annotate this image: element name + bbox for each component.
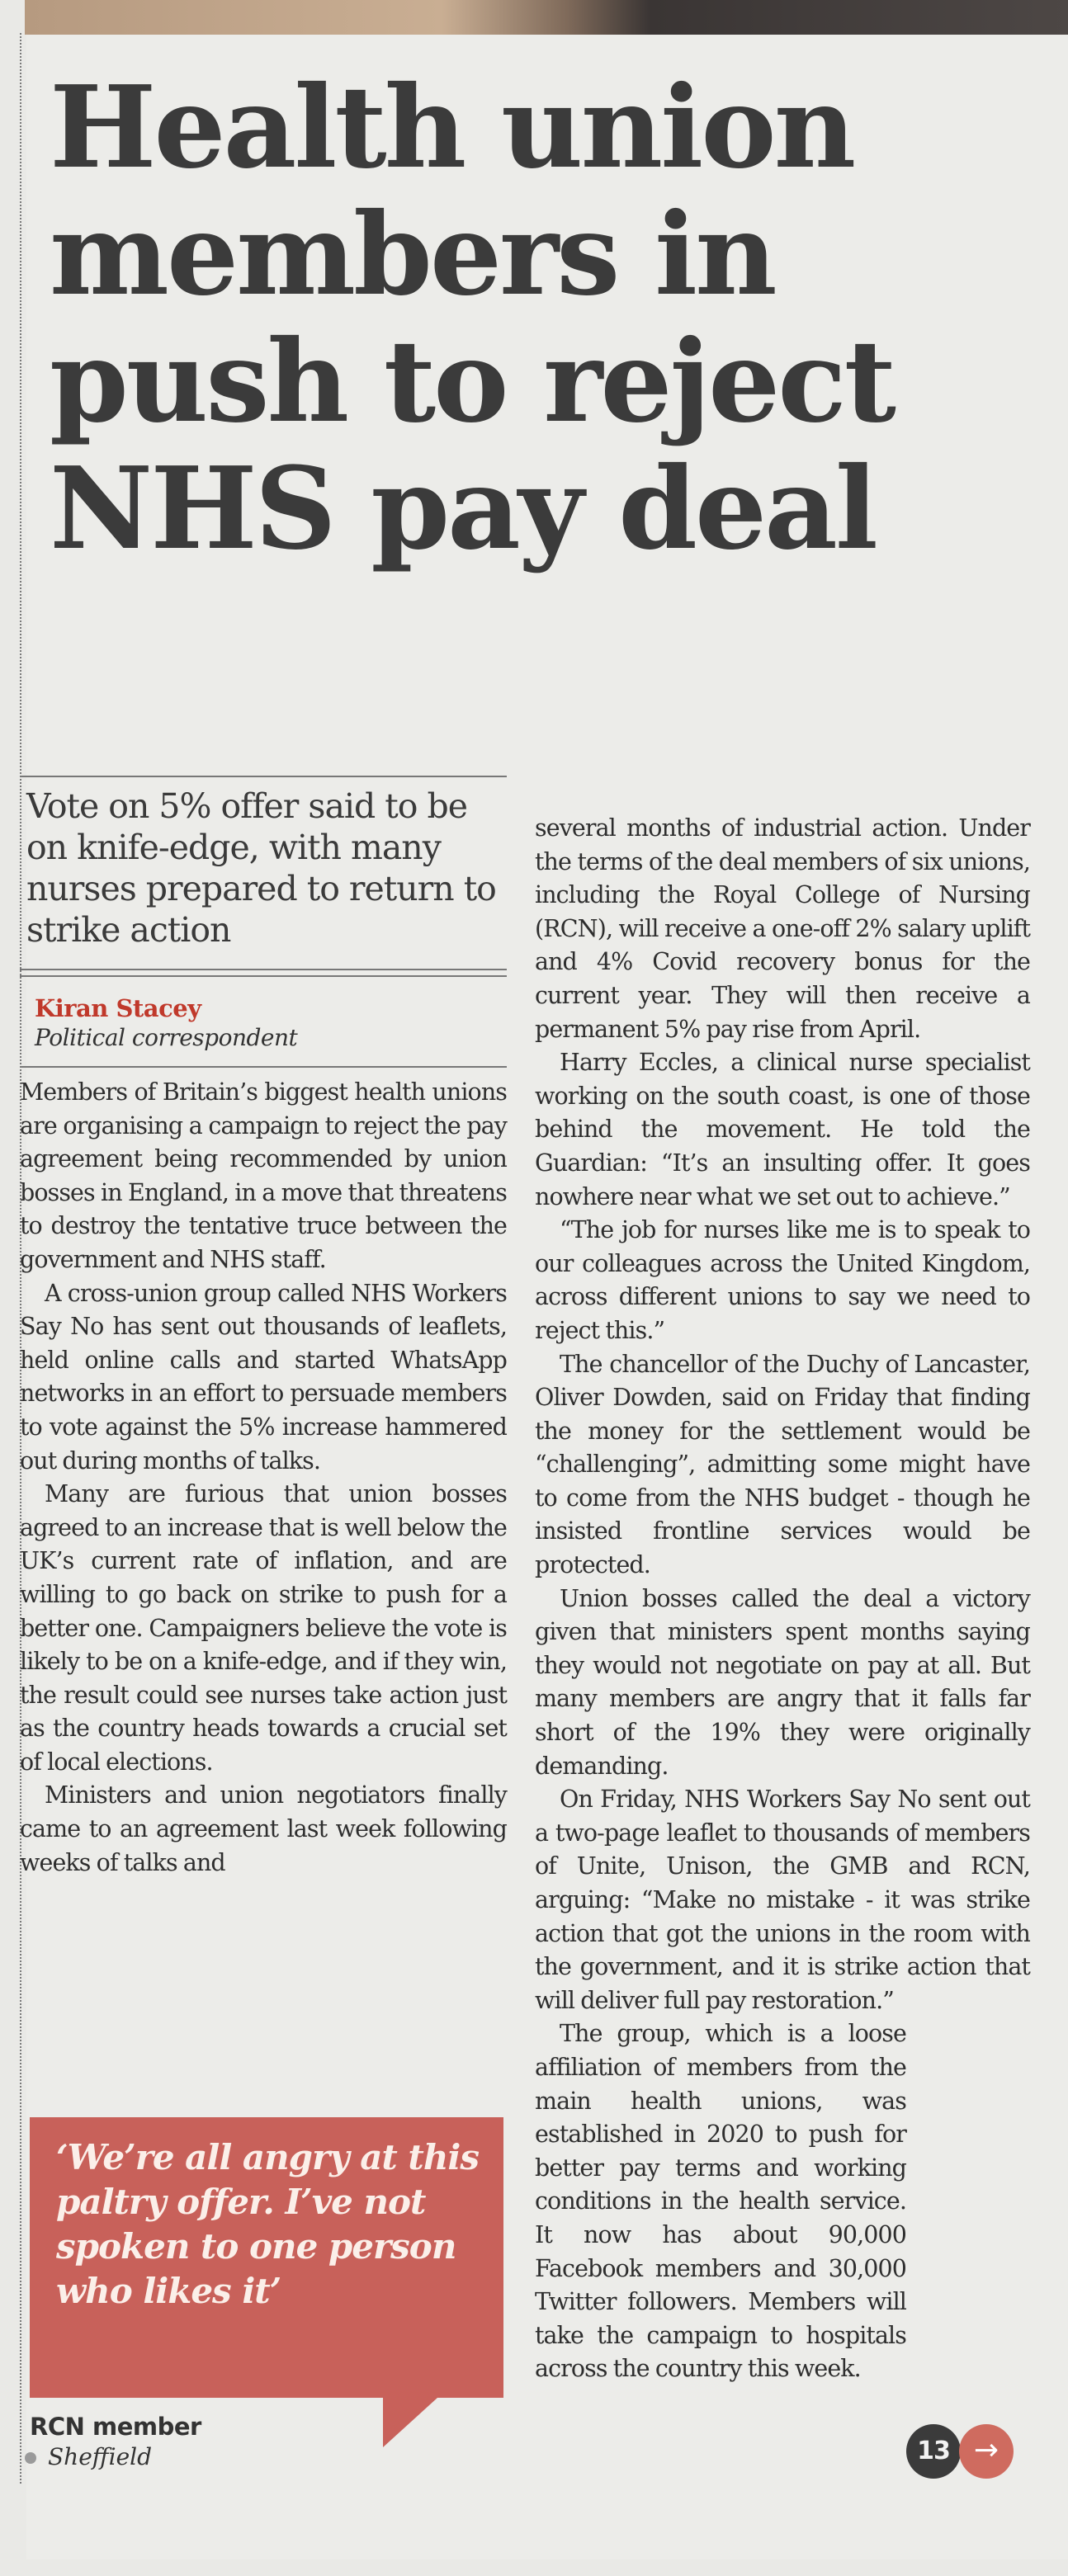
pull-quote: [30, 2117, 503, 2398]
body-paragraph: A cross-union group called NHS Workers Say No has sent out thousands of leaflets, held online calls and started WhatsApp networks in an effort to persuade members to vote against the 5% increase hammered out during months of talks.: [20, 1279, 507, 1474]
body-paragraph: The chancellor of the Duchy of Lancaster, Oliver Dowden, said on Friday that finding the money for the settlement would be “challenging”, admitting some might have to come from the NHS budget - though he insisted frontline services would be protected.: [535, 1350, 1030, 1579]
body-paragraph: “The job for nurses like me is to speak to our colleagues across the United Kingdom, across different unions to say we need to reject this.”: [535, 1216, 1030, 1344]
page-navigation: [906, 2424, 1014, 2479]
body-paragraph: several months of industrial action. Under the terms of the deal members of six unions, including the Royal College of Nursing (RCN), will receive a one-off 2% salary uplift and 4% Covid recovery bonus for the current year. They will then receive a permanent 5% pay rise from April.: [535, 814, 1030, 1043]
headline: [50, 61, 1056, 575]
pull-quote-credit: [30, 2411, 201, 2472]
pull-quote-text: ‘We’re all angry at this paltry offer. I’ve not spoken to one person who likes it’: [56, 2137, 479, 2311]
arrow-right-icon[interactable]: →: [959, 2424, 1014, 2479]
headline-line: NHS pay deal: [50, 442, 876, 575]
headline-line: Health union: [50, 61, 854, 194]
right-column: [535, 776, 1030, 2386]
body-paragraph: Many are furious that union bosses agreed to an increase that is well below the UK’s current rate of inflation, and are willing to go back on strike to push for a better one. Campaigners believe the vote is likely to be on a knife-edge, and if they win, the result could see nurses take action just as the country heads towards a crucial set of local elections.: [20, 1480, 507, 1776]
body-paragraph: Ministers and union negotiators finally came to an agreement last week following weeks of talks and: [20, 1781, 507, 1876]
page-number: 13: [906, 2424, 961, 2479]
body-paragraph: Members of Britain’s biggest health unions are organising a campaign to reject the pay agreement being recommended by union bosses in England, in a move that threatens to destroy the tentative truce between the government and NHS staff.: [20, 1078, 507, 1273]
headline-line: push to reject: [50, 315, 894, 448]
body-paragraph: On Friday, NHS Workers Say No sent out a two-page leaflet to thousands of members of Unite, Unison, the GMB and RCN, arguing: “Make no mistake - it was strike action that got the unions in the room with the government, and it is strike action that will deliver full pay restoration.”: [535, 1786, 1030, 2014]
author-role: Political correspondent: [35, 1024, 298, 1051]
byline-rule: [20, 969, 507, 977]
byline: [20, 977, 507, 1066]
pull-quote-credit-role: Sheffield: [30, 2442, 201, 2472]
body-paragraph: The group, which is a loose affiliation of members from the main health unions, was established in 2020 to push for better pay terms and working conditions in the health service. It now has about 90,000 Facebook members and 30,000 Twitter followers. Members will take the campaign to hospitals across the country this week.: [535, 2020, 906, 2383]
body-paragraph: Union bosses called the deal a victory given that ministers spent months saying they would not negotiate on pay at all. But many members are angry that it falls far short of the 19% they were originally demanding.: [535, 1584, 1030, 1780]
headline-line: members in: [50, 188, 775, 321]
author-name[interactable]: Kiran Stacey: [35, 994, 201, 1022]
left-column: [20, 776, 507, 1880]
article-body-right: [535, 776, 1030, 2386]
article-body-left: [20, 1068, 507, 1880]
body-paragraph: Harry Eccles, a clinical nurse specialist working on the south coast, is one of those behind the movement. He told the Guardian: “It’s an insulting offer. It goes nowhere near what we set out to achieve.”: [535, 1049, 1030, 1210]
pull-quote-credit-name: RCN member: [30, 2413, 201, 2441]
top-photo-strip: [25, 0, 1068, 35]
standfirst: Vote on 5% offer said to be on knife-edge, with many nurses prepared to return to strike action: [26, 786, 496, 950]
